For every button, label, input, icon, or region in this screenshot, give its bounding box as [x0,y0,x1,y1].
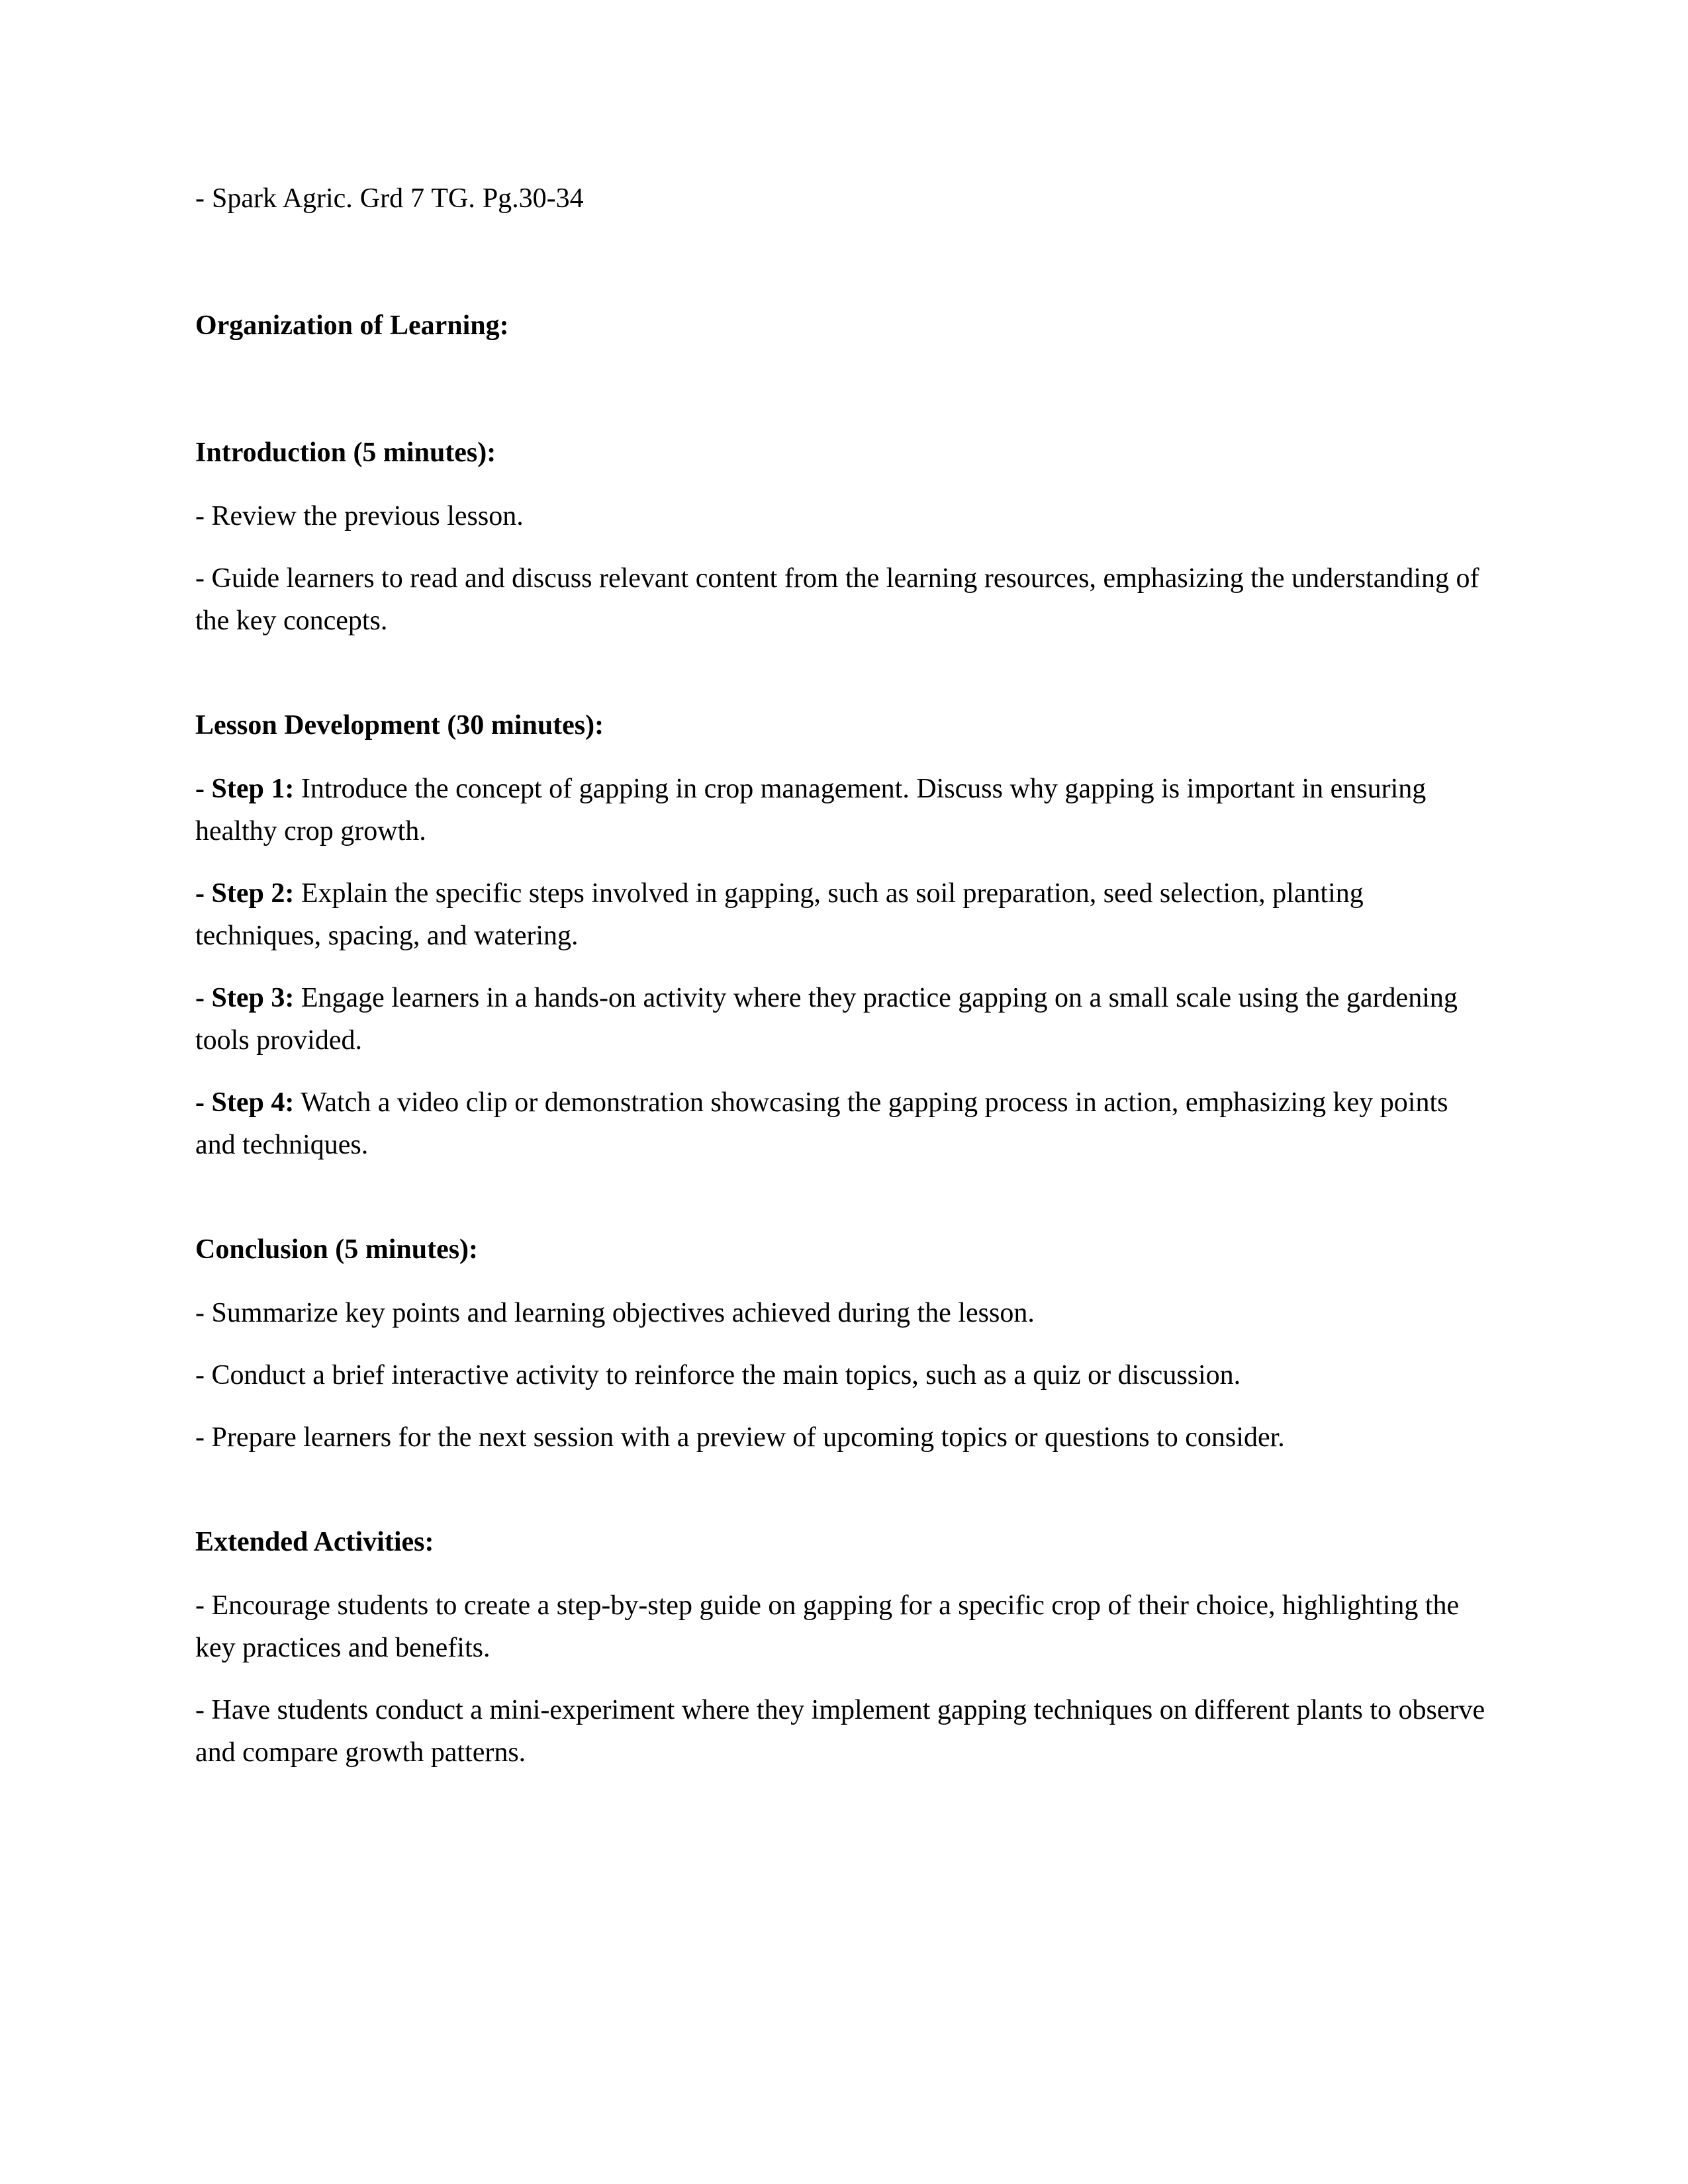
lesson-step-1 [195,768,1493,872]
lesson-step-2-label: - Step 2: [195,878,295,909]
spacer [195,474,1493,495]
lesson-step-4 [195,1081,1493,1186]
document-body [195,177,1493,1794]
conclusion-bullet-2: - Conduct a brief interactive activity to reinforce the main topics, such as a quiz or discussion. [195,1360,1241,1390]
lesson-step-1-text: Introduce the concept of gapping in crop management. Discuss why gapping is important in ensuring healthy crop growth. [195,774,1427,846]
spacer [195,1563,1493,1584]
lesson-step-2-text: Explain the specific steps involved in gapping, such as soil preparation, seed selection, planting techniques, spacing, and watering. [195,878,1364,951]
conclusion-bullet-1: - Summarize key points and learning objectives achieved during the lesson. [195,1298,1035,1328]
spacer [195,1186,1493,1228]
lesson-step-3-text: Engage learners in a hands-on activity where they practice gapping on a small scale using the gardening tools provided. [195,983,1458,1056]
section-heading-introduction: Introduction (5 minutes): [195,437,496,468]
lesson-step-2 [195,872,1493,977]
spacer [195,662,1493,704]
source-reference-line: - Spark Agric. Grd 7 TG. Pg.30-34 [195,183,584,214]
lesson-step-1-label: - Step 1: [195,774,295,804]
spacer [195,747,1493,768]
spacer [195,347,1493,432]
lesson-step-4-text: Watch a video clip or demonstration showcasing the gapping process in action, emphasizing key points and techniques. [195,1087,1448,1160]
spacer [195,1271,1493,1292]
lesson-step-4-label: - Step 4: [195,1087,295,1118]
extended-activities-bullet-2: - Have students conduct a mini-experiment where they implement gapping techniques on different plants to observe and compare growth patterns. [195,1695,1485,1768]
spacer [195,1479,1493,1521]
extended-activities-bullet-1: - Encourage students to create a step-by-step guide on gapping for a specific crop of their choice, highlighting the key practices and benefits. [195,1590,1460,1663]
section-heading-conclusion: Conclusion (5 minutes): [195,1234,479,1265]
conclusion-bullet-3: - Prepare learners for the next session with a preview of upcoming topics or questions to consider. [195,1422,1285,1453]
section-heading-lesson-development: Lesson Development (30 minutes): [195,710,604,741]
lesson-step-3-label: - Step 3: [195,983,295,1013]
lesson-step-3 [195,977,1493,1081]
section-heading-organization-of-learning: Organization of Learning: [195,310,509,341]
introduction-bullet-2: - Guide learners to read and discuss relevant content from the learning resources, emphasizing the understanding of the key concepts. [195,563,1479,636]
spacer [195,220,1493,304]
introduction-bullet-1: - Review the previous lesson. [195,501,524,531]
section-heading-extended-activities: Extended Activities: [195,1527,434,1557]
